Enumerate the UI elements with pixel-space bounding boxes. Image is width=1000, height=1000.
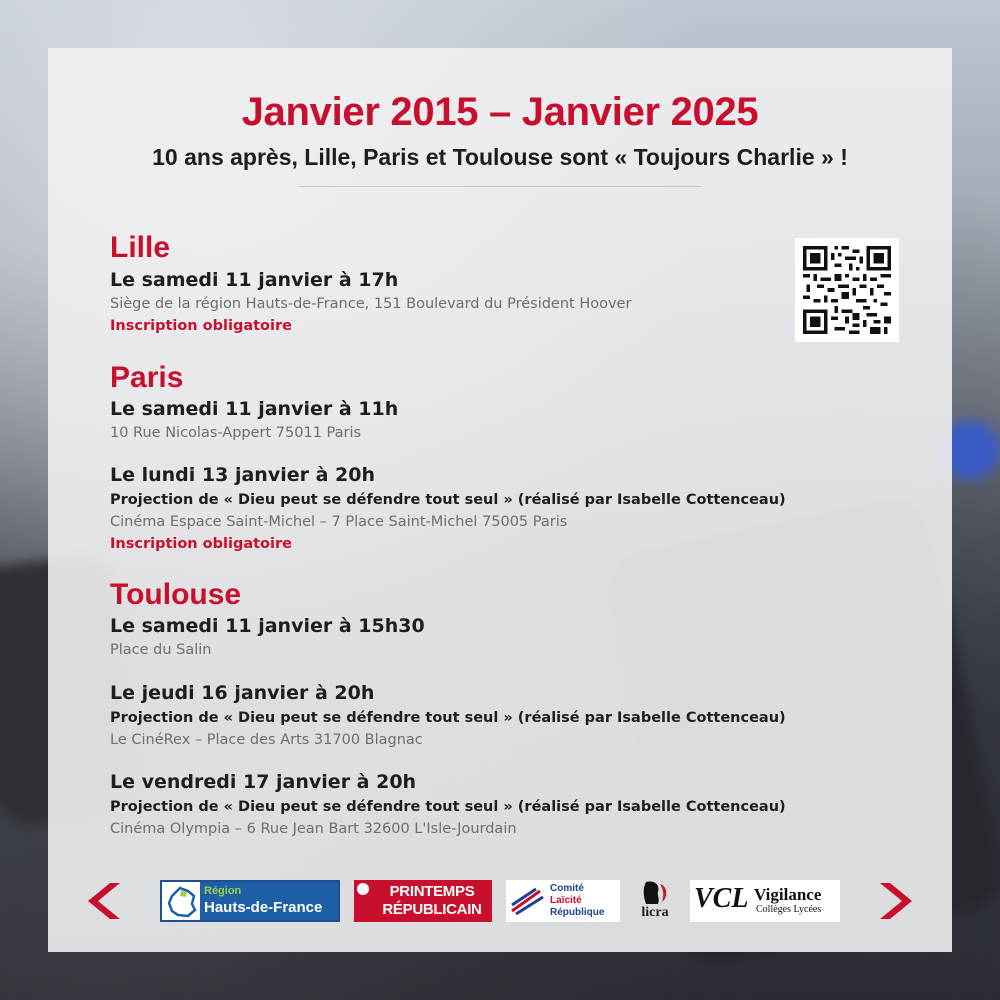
comite-laicite-republique-logo[interactable] [506,880,620,922]
event-date: Le lundi 13 janvier à 20h [110,464,375,486]
registration-link[interactable]: Inscription obligatoire [110,536,292,552]
event-address: 10 Rue Nicolas-Appert 75011 Paris [110,425,362,441]
event-description: Projection de « Dieu peut se défendre tout seul » (réalisé par Isabelle Cottenceau) [110,710,786,726]
event-description: Projection de « Dieu peut se défendre tout seul » (réalisé par Isabelle Cottenceau) [110,799,786,815]
event-description: Projection de « Dieu peut se défendre tout seul » (réalisé par Isabelle Cottenceau) [110,492,786,508]
printemps-republicain-logo[interactable] [354,880,492,922]
page-title: Janvier 2015 – Janvier 2025 [241,90,759,134]
event-address: Le CinéRex – Place des Arts 31700 Blagnac [110,732,423,748]
event-address: Siège de la région Hauts-de-France, 151 Boulevard du Président Hoover [110,296,632,312]
registration-link[interactable]: Inscription obligatoire [110,318,292,334]
event-date: Le samedi 11 janvier à 11h [110,398,399,420]
event-date: Le vendredi 17 janvier à 20h [110,771,417,793]
seal-icon [357,883,369,895]
event-address: Cinéma Olympia – 6 Rue Jean Bart 32600 L'Isle-Jourdain [110,821,517,837]
chevron-right-icon[interactable] [876,880,916,922]
logo-text: RÉPUBLICAIN [382,901,482,918]
logo-text: Collèges Lycées [756,904,822,915]
region-hauts-de-france-logo[interactable] [160,880,340,922]
event-date: Le samedi 11 janvier à 17h [110,269,399,291]
ribbon-icon [510,887,544,915]
qr-code-icon[interactable] [795,238,899,342]
logo-text: Comité [550,883,584,894]
event-address: Place du Salin [110,642,212,658]
title-divider [298,186,702,187]
event-date: Le jeudi 16 janvier à 20h [110,682,375,704]
logo-text: Vigilance [754,885,822,904]
city-heading-toulouse: Toulouse [110,578,242,611]
page-subtitle: 10 ans après, Lille, Paris et Toulouse sont « Toujours Charlie » ! [152,144,848,170]
logo-mark: VCL [694,883,749,914]
event-address: Cinéma Espace Saint-Michel – 7 Place Saint-Michel 75005 Paris [110,514,568,530]
logo-text: PRINTEMPS [389,883,475,900]
logo-text: Laïcité [550,895,582,906]
vigilance-colleges-lycees-logo[interactable] [690,880,840,922]
profile-icon [640,880,670,906]
logo-text: Hauts-de-France [204,899,323,916]
france-map-icon [166,886,198,918]
logo-text: République [550,907,605,918]
city-heading-lille: Lille [110,231,171,264]
logo-text: licra [641,905,669,920]
city-heading-paris: Paris [110,361,184,394]
chevron-left-icon[interactable] [84,880,124,922]
licra-logo[interactable] [634,880,676,922]
event-date: Le samedi 11 janvier à 15h30 [110,615,425,637]
logo-text: Région [204,885,242,897]
